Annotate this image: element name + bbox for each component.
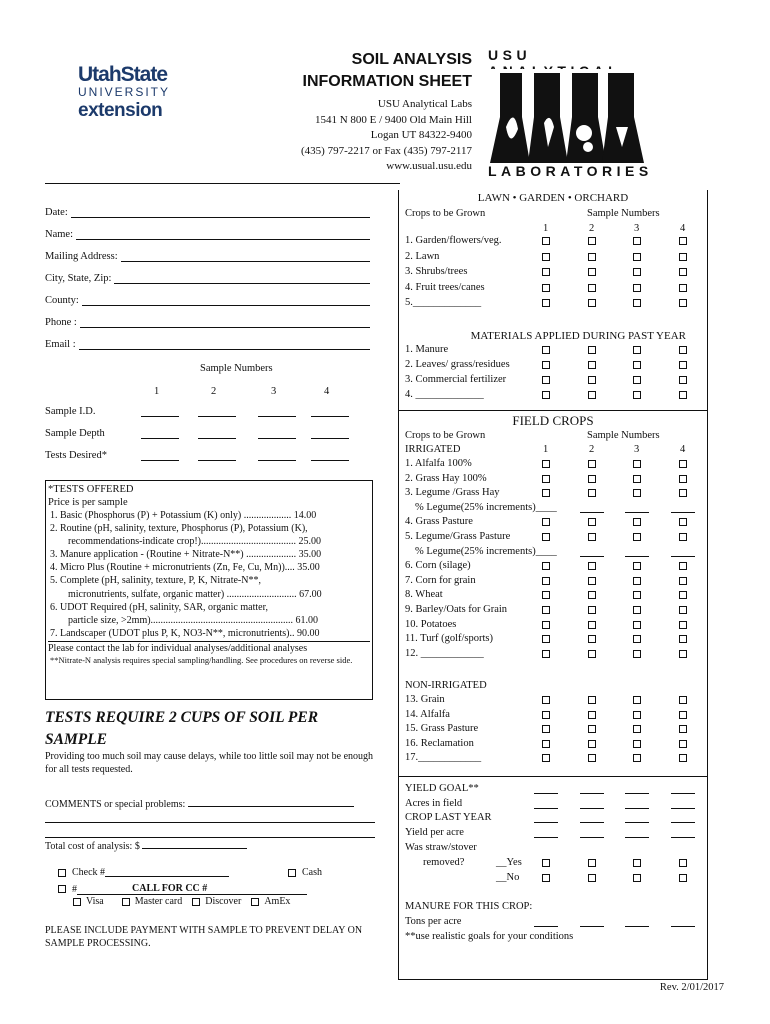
- check-checkbox[interactable]: [58, 869, 66, 877]
- lawn-item-checkbox[interactable]: [633, 237, 641, 245]
- card-label: Master card: [134, 896, 183, 907]
- material-item-checkbox[interactable]: [542, 346, 550, 354]
- call-for-cc-field[interactable]: [77, 883, 307, 895]
- irrigated-item-checkbox[interactable]: [588, 650, 596, 658]
- header-divider: [45, 183, 400, 184]
- material-item-checkbox[interactable]: [542, 391, 550, 399]
- irrigated-item-checkbox[interactable]: [542, 518, 550, 526]
- check-label: Check #: [72, 867, 106, 878]
- contact-field-input[interactable]: [114, 275, 370, 284]
- tests-offered-title: *TESTS OFFERED: [48, 484, 134, 495]
- straw-checkbox[interactable]: [679, 859, 687, 867]
- irrigated-item-checkbox[interactable]: [542, 635, 550, 643]
- yield-row-blank[interactable]: [625, 800, 649, 809]
- title-line1: SOIL ANALYSIS: [351, 51, 472, 68]
- material-item-label: 1. Manure: [405, 344, 449, 355]
- irrigated-item-checkbox[interactable]: [588, 533, 596, 541]
- lawn-item-label: 5._____________: [405, 297, 482, 308]
- sample-row-label: Tests Desired*: [45, 450, 107, 461]
- sample-row-blank[interactable]: [311, 408, 349, 417]
- test-item: particle size, >2mm)......................................................... 61.00: [68, 614, 319, 626]
- sample-col-number: 2: [589, 444, 595, 455]
- comments-line-2[interactable]: [45, 822, 375, 823]
- non-irrigated-item-checkbox[interactable]: [679, 711, 687, 719]
- sample-col-number: 3: [634, 223, 640, 234]
- irrigated-item-checkbox[interactable]: [633, 460, 641, 468]
- legume-percent-blank[interactable]: [671, 548, 695, 557]
- lawn-item-label: 2. Lawn: [405, 250, 440, 262]
- non-irrigated-item-checkbox[interactable]: [588, 711, 596, 719]
- irrigated-item-checkbox[interactable]: [679, 460, 687, 468]
- lawn-item-checkbox[interactable]: [679, 268, 687, 276]
- non-irrigated-item-checkbox[interactable]: [542, 725, 550, 733]
- contact-field-input[interactable]: [80, 319, 370, 328]
- yield-row-label: YIELD GOAL**: [405, 783, 479, 794]
- non-irrigated-item-checkbox[interactable]: [633, 725, 641, 733]
- irrigated-item-checkbox[interactable]: [542, 533, 550, 541]
- lab-logo-top: USU: [488, 47, 532, 63]
- irrigated-item-label: 9. Barley/Oats for Grain: [405, 604, 508, 615]
- material-item-checkbox[interactable]: [633, 376, 641, 384]
- contact-field-label: County:: [45, 295, 79, 306]
- lawn-item-checkbox[interactable]: [588, 284, 596, 292]
- lab-logo-bottom: LABORATORIES: [488, 163, 653, 179]
- lawn-item-label: 4. Fruit trees/canes: [405, 281, 485, 293]
- lawn-item-checkbox[interactable]: [679, 253, 687, 261]
- sample-row-blank[interactable]: [141, 430, 179, 439]
- lawn-crops-label: Crops to be Grown: [405, 208, 486, 219]
- irrigated-item-checkbox[interactable]: [542, 460, 550, 468]
- legume-percent-blank[interactable]: [580, 548, 604, 557]
- irrigated-item-checkbox[interactable]: [633, 650, 641, 658]
- sample-col-number: 4: [324, 386, 330, 397]
- yield-row-label: CROP LAST YEAR: [405, 812, 492, 824]
- lawn-item-label: 1. Garden/flowers/veg.: [405, 235, 502, 246]
- yield-row-blank[interactable]: [534, 814, 558, 823]
- non-irrigated-item-label: 16. Reclamation: [405, 737, 474, 749]
- card-checkbox[interactable]: [58, 885, 66, 893]
- lawn-item-checkbox[interactable]: [542, 253, 550, 261]
- lawn-item-checkbox[interactable]: [588, 268, 596, 276]
- irrigated-item-checkbox[interactable]: [542, 591, 550, 599]
- yield-row-blank[interactable]: [534, 800, 558, 809]
- irrigated-item-label: 10. Potatoes: [405, 618, 457, 630]
- test-item: 1. Basic (Phosphorus (P) + Potassium (K) only) ................... 14.00: [50, 510, 317, 521]
- irrigated-item-checkbox[interactable]: [679, 518, 687, 526]
- straw-checkbox[interactable]: [542, 874, 550, 882]
- irrigated-item-checkbox[interactable]: [679, 489, 687, 497]
- contact-field-row: [45, 317, 370, 328]
- card-checkbox[interactable]: [73, 898, 81, 906]
- realistic-note: **use realistic goals for your conditions: [405, 931, 574, 942]
- yield-row-label: Acres in field: [405, 797, 463, 809]
- non-irrigated-item-checkbox[interactable]: [588, 740, 596, 748]
- yield-row-blank[interactable]: [671, 829, 695, 838]
- irrigated-item-checkbox[interactable]: [588, 577, 596, 585]
- non-irrigated-item-label: 13. Grain: [405, 694, 445, 705]
- tons-blank[interactable]: [534, 918, 558, 927]
- card-label: Visa: [86, 896, 104, 907]
- irrigated-item-checkbox[interactable]: [588, 591, 596, 599]
- non-irrigated-item-checkbox[interactable]: [633, 754, 641, 762]
- comments-label: COMMENTS or special problems:: [45, 799, 186, 810]
- sample-row-blank[interactable]: [258, 430, 296, 439]
- contact-field-row: [45, 207, 370, 218]
- cards-row: [73, 896, 300, 907]
- lawn-sample-label: Sample Numbers: [587, 208, 660, 219]
- sample-col-number: 3: [634, 444, 640, 455]
- lawn-item-label: 3. Shrubs/trees: [405, 266, 468, 277]
- lawn-item-checkbox[interactable]: [542, 237, 550, 245]
- irrigated-item-checkbox[interactable]: [588, 460, 596, 468]
- irrigated-item-checkbox[interactable]: [633, 518, 641, 526]
- material-item-checkbox[interactable]: [679, 346, 687, 354]
- lab-address1: 1541 N 800 E / 9400 Old Main Hill: [314, 113, 472, 126]
- material-item-label: 4. _____________: [405, 389, 484, 400]
- tons-blank[interactable]: [580, 918, 604, 927]
- sample-col-number: 4: [680, 444, 686, 455]
- material-item-checkbox[interactable]: [633, 391, 641, 399]
- sample-row-label: Sample I.D.: [45, 406, 96, 417]
- irrigated-item-checkbox[interactable]: [679, 650, 687, 658]
- revision-label: Rev. 2/01/2017: [659, 982, 724, 993]
- requirement-text: Providing too much soil may cause delays, while too little soil may not be enough for all tests requested.: [45, 751, 374, 775]
- irrigated-item-checkbox[interactable]: [679, 475, 687, 483]
- tests-note: **Nitrate-N analysis requires special sampling/handling. See procedures on reverse side.: [50, 654, 353, 665]
- legume-percent-blank[interactable]: [671, 504, 695, 513]
- yield-row-blank[interactable]: [671, 814, 695, 823]
- legume-percent-label: % Legume(25% increments)____: [415, 501, 557, 513]
- straw-checkbox[interactable]: [633, 859, 641, 867]
- lab-phone: (435) 797-2217 or Fax (435) 797-2117: [301, 144, 472, 157]
- card-option[interactable]: [122, 896, 182, 907]
- lab-address2: Logan UT 84322-9400: [370, 129, 472, 141]
- usu-logo-university: UNIVERSITY: [78, 85, 171, 99]
- non-irrigated-item-label: 17.____________: [405, 752, 482, 764]
- contact-field-input[interactable]: [79, 341, 370, 350]
- lawn-item-checkbox[interactable]: [679, 299, 687, 307]
- straw-checkbox[interactable]: [633, 874, 641, 882]
- field-yield-divider: [398, 776, 708, 777]
- irrigated-item-checkbox[interactable]: [542, 650, 550, 658]
- non-irrigated-item-label: 14. Alfalfa: [405, 708, 450, 720]
- irrigated-item-checkbox[interactable]: [633, 475, 641, 483]
- contact-field-row: [45, 251, 370, 262]
- field-heading: FIELD CROPS: [512, 413, 594, 428]
- yield-row-blank[interactable]: [580, 814, 604, 823]
- irrigated-item-label: 12. ____________: [405, 647, 484, 659]
- hash-label: #: [72, 883, 77, 895]
- straw-checkbox[interactable]: [679, 874, 687, 882]
- material-item-label: 3. Commercial fertilizer: [405, 374, 507, 385]
- irrigated-item-checkbox[interactable]: [679, 533, 687, 541]
- sample-col-number: 2: [589, 223, 595, 234]
- material-item-checkbox[interactable]: [679, 361, 687, 369]
- contact-field-label: Phone :: [45, 317, 77, 328]
- lab-name: USU Analytical Labs: [377, 98, 472, 110]
- non-irrigated-item-checkbox[interactable]: [679, 725, 687, 733]
- requirement-heading: TESTS REQUIRE 2 CUPS OF SOIL PER SAMPLE: [45, 709, 319, 748]
- legume-percent-blank[interactable]: [625, 548, 649, 557]
- irrigated-item-checkbox[interactable]: [679, 606, 687, 614]
- contact-field-input[interactable]: [121, 253, 370, 262]
- lab-logo: [488, 47, 653, 179]
- sample-col-number: 1: [543, 444, 549, 455]
- non-irrigated-item-checkbox[interactable]: [588, 754, 596, 762]
- lawn-item-checkbox[interactable]: [633, 253, 641, 261]
- contact-field-input[interactable]: [82, 297, 370, 306]
- materials-heading: MATERIALS APPLIED DURING PAST YEAR: [470, 330, 686, 342]
- field-crops-label: Crops to be Grown: [405, 430, 486, 441]
- card-checkbox[interactable]: [192, 898, 200, 906]
- irrigated-item-checkbox[interactable]: [588, 489, 596, 497]
- irrigated-item-checkbox[interactable]: [679, 591, 687, 599]
- irrigated-item-checkbox[interactable]: [588, 475, 596, 483]
- usu-logo: [78, 64, 178, 123]
- sample-row-blank[interactable]: [198, 408, 236, 417]
- material-item-checkbox[interactable]: [588, 376, 596, 384]
- yield-row-blank[interactable]: [580, 800, 604, 809]
- irrigated-item-checkbox[interactable]: [542, 562, 550, 570]
- lawn-item-checkbox[interactable]: [588, 299, 596, 307]
- lawn-item-checkbox[interactable]: [542, 284, 550, 292]
- irrigated-item-checkbox[interactable]: [679, 577, 687, 585]
- contact-field-label: Date:: [45, 207, 68, 218]
- irrigated-item-label: 2. Grass Hay 100%: [405, 472, 487, 484]
- irrigated-item-label: 3. Legume /Grass Hay: [405, 487, 500, 499]
- lawn-item-checkbox[interactable]: [679, 237, 687, 245]
- irrigated-item-checkbox[interactable]: [633, 635, 641, 643]
- irrigated-item-checkbox[interactable]: [633, 533, 641, 541]
- tests-list: [48, 509, 370, 640]
- material-item-checkbox[interactable]: [679, 376, 687, 384]
- contact-field-row: [45, 339, 370, 350]
- irrigated-item-checkbox[interactable]: [542, 489, 550, 497]
- yield-row-blank[interactable]: [671, 800, 695, 809]
- sample-col-number: 1: [154, 386, 160, 397]
- flask-icon: [488, 67, 648, 167]
- yield-row-blank[interactable]: [625, 814, 649, 823]
- tons-blank[interactable]: [625, 918, 649, 927]
- sample-row-blank[interactable]: [258, 408, 296, 417]
- tests-contact: Please contact the lab for individual analyses/additional analyses: [48, 641, 370, 655]
- usu-logo-extension: extension: [78, 100, 163, 121]
- lab-website: www.usual.usu.edu: [386, 160, 472, 172]
- call-for-cc-label: CALL FOR CC #: [132, 883, 208, 894]
- irrigated-item-checkbox[interactable]: [679, 621, 687, 629]
- irrigated-item-label: 8. Wheat: [405, 589, 443, 601]
- non-irrigated-item-checkbox[interactable]: [679, 754, 687, 762]
- irrigated-item-label: 1. Alfalfa 100%: [405, 458, 472, 469]
- card-option[interactable]: [73, 896, 104, 907]
- irrigated-item-checkbox[interactable]: [679, 635, 687, 643]
- irrigated-item-checkbox[interactable]: [588, 606, 596, 614]
- contact-field-label: City, State, Zip:: [45, 273, 112, 284]
- material-item-checkbox[interactable]: [588, 391, 596, 399]
- irrigated-item-checkbox[interactable]: [542, 621, 550, 629]
- irrigated-item-checkbox[interactable]: [633, 606, 641, 614]
- tons-label: Tons per acre: [405, 916, 462, 927]
- payment-footer: PLEASE INCLUDE PAYMENT WITH SAMPLE TO PREVENT DELAY ON SAMPLE PROCESSING.: [45, 925, 363, 949]
- irrigated-label: IRRIGATED: [405, 444, 461, 455]
- no-label: __No: [496, 872, 520, 883]
- non-irrigated-item-checkbox[interactable]: [633, 740, 641, 748]
- material-item-checkbox[interactable]: [588, 346, 596, 354]
- contact-field-label: Mailing Address:: [45, 251, 118, 262]
- legume-percent-label: % Legume(25% increments)____: [415, 545, 557, 557]
- test-item: 5. Complete (pH, salinity, texture, P, K, Nitrate-N**,: [50, 575, 261, 587]
- non-irrigated-label: NON-IRRIGATED: [405, 680, 487, 691]
- test-item: 4. Micro Plus (Routine + micronutrients (Zn, Fe, Cu, Mn)).... 35.00: [50, 562, 320, 574]
- card-checkbox[interactable]: [251, 898, 259, 906]
- straw-label: Was straw/stover: [405, 842, 477, 853]
- straw-checkbox[interactable]: [588, 859, 596, 867]
- test-item: 6. UDOT Required (pH, salinity, SAR, organic matter,: [50, 601, 268, 613]
- sample-col-number: 2: [211, 386, 217, 397]
- contact-field-row: [45, 295, 370, 306]
- irrigated-item-checkbox[interactable]: [633, 621, 641, 629]
- material-item-label: 2. Leaves/ grass/residues: [405, 359, 510, 370]
- lawn-item-checkbox[interactable]: [679, 284, 687, 292]
- card-option[interactable]: [192, 896, 241, 907]
- irrigated-item-label: 4. Grass Pasture: [405, 516, 473, 528]
- lawn-field-divider: [398, 410, 708, 411]
- lawn-item-checkbox[interactable]: [588, 253, 596, 261]
- material-item-checkbox[interactable]: [633, 361, 641, 369]
- removed-label: removed?: [423, 857, 465, 868]
- irrigated-item-label: 11. Turf (golf/sports): [405, 633, 493, 645]
- non-irrigated-item-checkbox[interactable]: [679, 696, 687, 704]
- sample-col-number: 1: [543, 223, 549, 234]
- sample-col-number: 4: [680, 223, 686, 234]
- non-irrigated-item-label: 15. Grass Pasture: [405, 723, 479, 735]
- irrigated-item-checkbox[interactable]: [633, 577, 641, 585]
- tons-blank[interactable]: [671, 918, 695, 927]
- non-irrigated-item-checkbox[interactable]: [679, 740, 687, 748]
- usu-logo-name: UtahState: [78, 63, 168, 86]
- test-item: recommendations-indicate crop!)...................................... 25.00: [68, 536, 321, 548]
- irrigated-item-checkbox[interactable]: [542, 577, 550, 585]
- cash-checkbox[interactable]: [288, 869, 296, 877]
- straw-checkbox[interactable]: [588, 874, 596, 882]
- irrigated-item-label: 6. Corn (silage): [405, 560, 471, 572]
- contact-field-input[interactable]: [71, 209, 370, 218]
- lawn-cols: [0, 223, 770, 237]
- irrigated-item-checkbox[interactable]: [588, 518, 596, 526]
- comments-field[interactable]: [188, 798, 354, 807]
- irrigated-item-label: 7. Corn for grain: [405, 574, 476, 586]
- field-cols: [0, 444, 770, 458]
- irrigated-item-checkbox[interactable]: [588, 621, 596, 629]
- yield-row-blank[interactable]: [534, 829, 558, 838]
- lawn-item-checkbox[interactable]: [542, 268, 550, 276]
- non-irrigated-item-checkbox[interactable]: [542, 696, 550, 704]
- non-irrigated-item-checkbox[interactable]: [542, 754, 550, 762]
- field-sample-label: Sample Numbers: [587, 430, 660, 441]
- card-checkbox[interactable]: [122, 898, 130, 906]
- material-item-checkbox[interactable]: [542, 376, 550, 384]
- check-number-field[interactable]: [105, 868, 229, 877]
- sample-numbers-label: Sample Numbers: [200, 363, 273, 374]
- non-irrigated-item-checkbox[interactable]: [633, 696, 641, 704]
- non-irrigated-item-checkbox[interactable]: [542, 711, 550, 719]
- legume-percent-blank[interactable]: [625, 504, 649, 513]
- tests-offered-box: [45, 480, 373, 700]
- lawn-item-checkbox[interactable]: [633, 284, 641, 292]
- total-field[interactable]: [142, 840, 247, 849]
- card-label: AmEx: [264, 896, 291, 907]
- irrigated-item-checkbox[interactable]: [542, 475, 550, 483]
- material-item-checkbox[interactable]: [633, 346, 641, 354]
- lawn-item-checkbox[interactable]: [633, 299, 641, 307]
- yield-row-blank[interactable]: [580, 829, 604, 838]
- title-line2: INFORMATION SHEET: [302, 73, 472, 90]
- material-item-checkbox[interactable]: [542, 361, 550, 369]
- manure-heading: MANURE FOR THIS CROP:: [405, 901, 533, 912]
- lawn-item-checkbox[interactable]: [633, 268, 641, 276]
- legume-percent-blank[interactable]: [580, 504, 604, 513]
- non-irrigated-item-checkbox[interactable]: [542, 740, 550, 748]
- contact-field-row: [45, 273, 370, 284]
- tests-offered-subtitle: Price is per sample: [48, 497, 128, 508]
- cash-label: Cash: [302, 867, 322, 878]
- test-item: 3. Manure application - (Routine + Nitrate-N**) .................... 35.00: [50, 549, 322, 561]
- yield-row-blank[interactable]: [625, 785, 649, 794]
- non-irrigated-item-checkbox[interactable]: [588, 696, 596, 704]
- comments-line-3[interactable]: [45, 837, 375, 838]
- straw-checkbox[interactable]: [542, 859, 550, 867]
- total-label: Total cost of analysis: $: [45, 841, 140, 852]
- irrigated-item-checkbox[interactable]: [633, 489, 641, 497]
- test-item: 7. Landscaper (UDOT plus P, K, NO3-N**, micronutrients).. 90.00: [50, 627, 320, 639]
- yield-row-blank[interactable]: [534, 785, 558, 794]
- irrigated-item-checkbox[interactable]: [542, 606, 550, 614]
- yield-row-blank[interactable]: [580, 785, 604, 794]
- card-label: Discover: [205, 896, 242, 907]
- sample-cols: [130, 386, 370, 400]
- sample-col-number: 3: [271, 386, 277, 397]
- sample-row-blank[interactable]: [198, 430, 236, 439]
- non-irrigated-item-checkbox[interactable]: [588, 725, 596, 733]
- irrigated-item-checkbox[interactable]: [588, 562, 596, 570]
- irrigated-item-checkbox[interactable]: [633, 591, 641, 599]
- yield-row-blank[interactable]: [625, 829, 649, 838]
- lawn-item-checkbox[interactable]: [588, 237, 596, 245]
- irrigated-item-label: 5. Legume/Grass Pasture: [405, 531, 511, 542]
- sample-row-label: Sample Depth: [45, 428, 105, 439]
- yield-row-blank[interactable]: [671, 785, 695, 794]
- material-item-checkbox[interactable]: [679, 391, 687, 399]
- sample-row-blank[interactable]: [141, 408, 179, 417]
- sample-row-blank[interactable]: [311, 430, 349, 439]
- irrigated-item-checkbox[interactable]: [633, 562, 641, 570]
- contact-field-label: Email :: [45, 339, 76, 350]
- non-irrigated-item-checkbox[interactable]: [633, 711, 641, 719]
- irrigated-item-checkbox[interactable]: [588, 635, 596, 643]
- yes-label: __Yes: [496, 857, 522, 868]
- material-item-checkbox[interactable]: [588, 361, 596, 369]
- irrigated-item-checkbox[interactable]: [679, 562, 687, 570]
- test-item: micronutrients, sulfate, organic matter) ............................ 67.00: [68, 588, 322, 600]
- test-item: 2. Routine (pH, salinity, texture, Phosphorus (P), Potassium (K),: [50, 523, 308, 535]
- lawn-heading: LAWN • GARDEN • ORCHARD: [477, 192, 629, 204]
- contact-field-label: Name:: [45, 229, 73, 240]
- yield-row-label: Yield per acre: [405, 826, 464, 838]
- lawn-item-checkbox[interactable]: [542, 299, 550, 307]
- card-option[interactable]: [251, 896, 290, 907]
